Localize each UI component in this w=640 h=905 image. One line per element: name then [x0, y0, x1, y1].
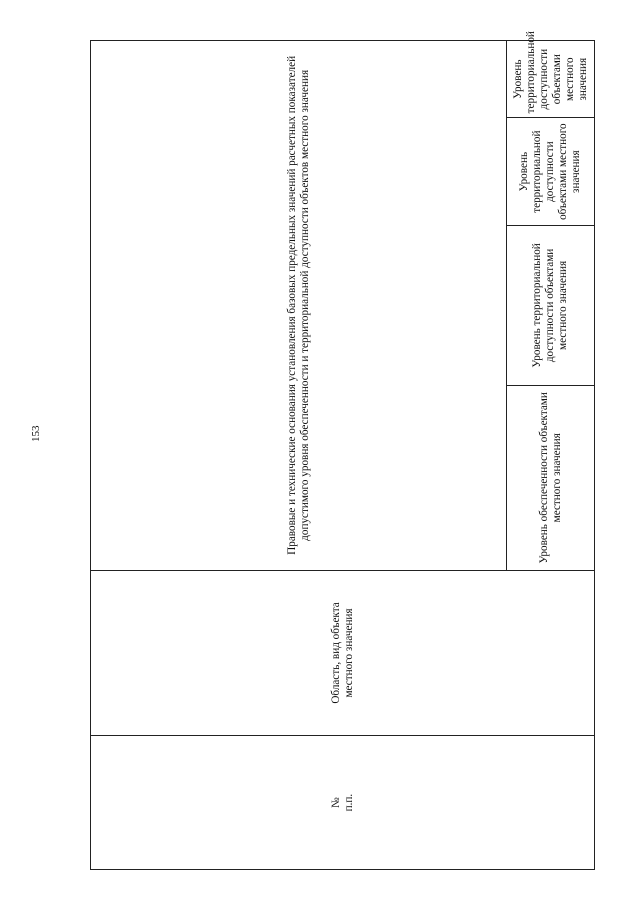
header-row-1: [91, 41, 507, 870]
header-area: Область, вид объекта местного значения: [91, 570, 595, 736]
page-number: 153: [30, 425, 42, 442]
header-access: Уровень территориальной доступности объектами местного значения: [507, 41, 595, 118]
rotated-table-container: [90, 31, 595, 870]
header-provision: Уровень обеспеченности объектами местного значения: [507, 385, 595, 570]
standards-table: [90, 31, 595, 870]
header-access: Уровень территориальной доступности объектами местного значения: [507, 225, 595, 385]
header-num: № п.п.: [91, 736, 595, 870]
header-group: Правовые и технические основания установления базовых предельных значений расчетных показателей допустимого уровня обеспеченности и территориальной доступности объектов местного значения: [91, 41, 507, 571]
header-access: Уровень территориальной доступности объектами местного значения: [507, 118, 595, 226]
